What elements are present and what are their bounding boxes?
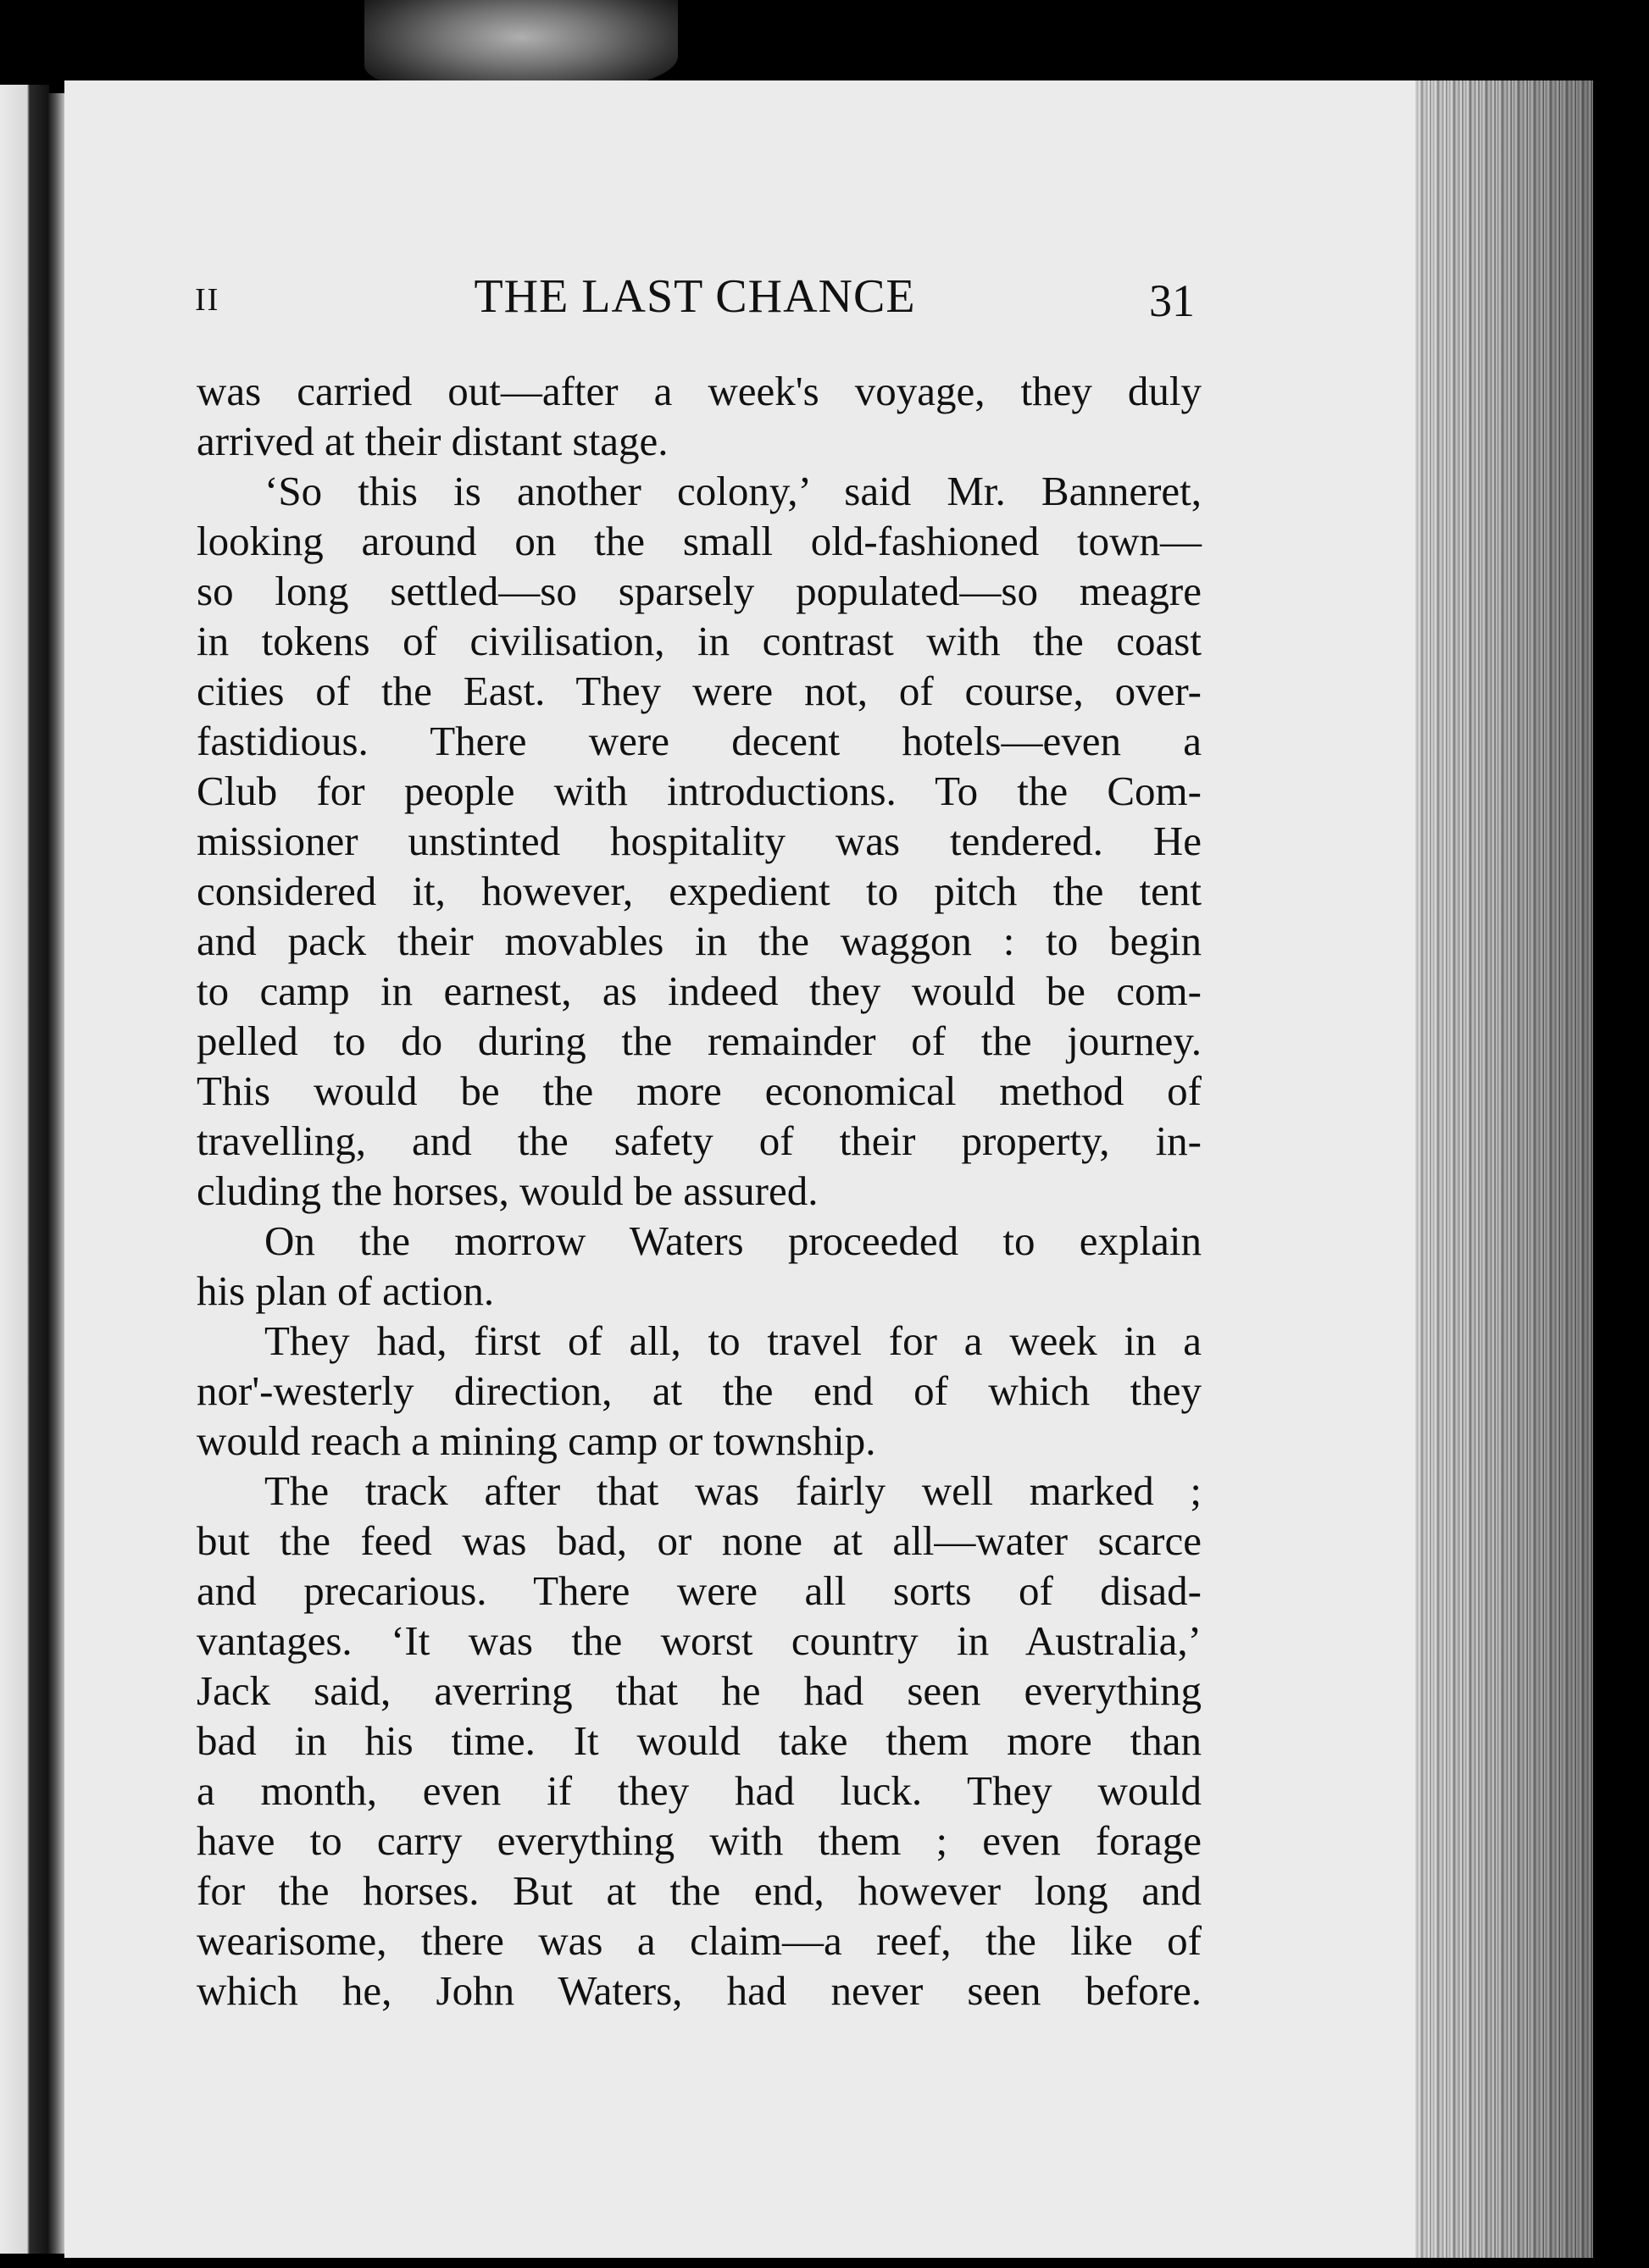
- text-line: his plan of action.: [197, 1267, 495, 1314]
- text-line: but the feed was bad, or none at all—water scarce: [197, 1517, 1202, 1564]
- text-line: cities of the East. They were not, of course, over-: [197, 668, 1202, 714]
- text-line: The track after that was fairly well marked ;: [264, 1467, 1202, 1514]
- text-line: was carried out—after a week's voyage, they duly: [197, 368, 1202, 414]
- page-number: 31: [1149, 275, 1195, 326]
- facing-page-edge: [0, 85, 49, 2254]
- text-line: This would be the more economical method of: [197, 1067, 1202, 1114]
- text-line: arrived at their distant stage.: [197, 418, 669, 464]
- running-head: [195, 269, 1195, 329]
- text-line: considered it, however, expedient to pitch the tent: [197, 868, 1202, 914]
- text-line: and pack their movables in the waggon : to begin: [197, 918, 1202, 964]
- text-line: to camp in earnest, as indeed they would be com-: [197, 968, 1202, 1014]
- text-line: in tokens of civilisation, in contrast with the coast: [197, 618, 1202, 664]
- text-line: which he, John Waters, had never seen before.: [197, 1967, 1202, 2014]
- text-line: travelling, and the safety of their property, in-: [197, 1117, 1202, 1164]
- text-line: Jack said, averring that he had seen everything: [197, 1667, 1202, 1714]
- text-line: pelled to do during the remainder of the journey.: [197, 1018, 1202, 1064]
- text-line: missioner unstinted hospitality was tendered. He: [197, 818, 1202, 864]
- text-line: looking around on the small old-fashioned town—: [197, 518, 1202, 564]
- torn-paper-scrap: [364, 0, 678, 93]
- text-line: fastidious. There were decent hotels—even a: [197, 718, 1202, 764]
- text-line: wearisome, there was a claim—a reef, the like of: [197, 1917, 1202, 1964]
- page-stack-shading: [1415, 80, 1593, 2258]
- text-line: so long settled—so sparsely populated—so meagre: [197, 568, 1202, 614]
- text-line: would reach a mining camp or township.: [197, 1417, 876, 1464]
- text-line: ‘So this is another colony,’ said Mr. Banneret,: [264, 468, 1202, 514]
- text-line: bad in his time. It would take them more than: [197, 1717, 1202, 1764]
- text-line: a month, even if they had luck. They would: [197, 1767, 1202, 1814]
- running-title: THE LAST CHANCE: [474, 270, 916, 323]
- text-line: vantages. ‘It was the worst country in Australia,’: [197, 1617, 1202, 1664]
- text-line: and precarious. There were all sorts of disad-: [197, 1567, 1202, 1614]
- text-line: cluding the horses, would be assured.: [197, 1167, 819, 1214]
- text-line: for the horses. But at the end, however long and: [197, 1867, 1202, 1914]
- chapter-number: II: [195, 282, 220, 318]
- text-line: Club for people with introductions. To the Com-: [197, 768, 1202, 814]
- text-line: have to carry everything with them ; even forage: [197, 1817, 1202, 1864]
- text-line: On the morrow Waters proceeded to explain: [264, 1217, 1202, 1264]
- text-line: nor'-westerly direction, at the end of which they: [197, 1367, 1202, 1414]
- body-text: [197, 366, 1202, 2016]
- text-line: They had, first of all, to travel for a week in a: [264, 1317, 1202, 1364]
